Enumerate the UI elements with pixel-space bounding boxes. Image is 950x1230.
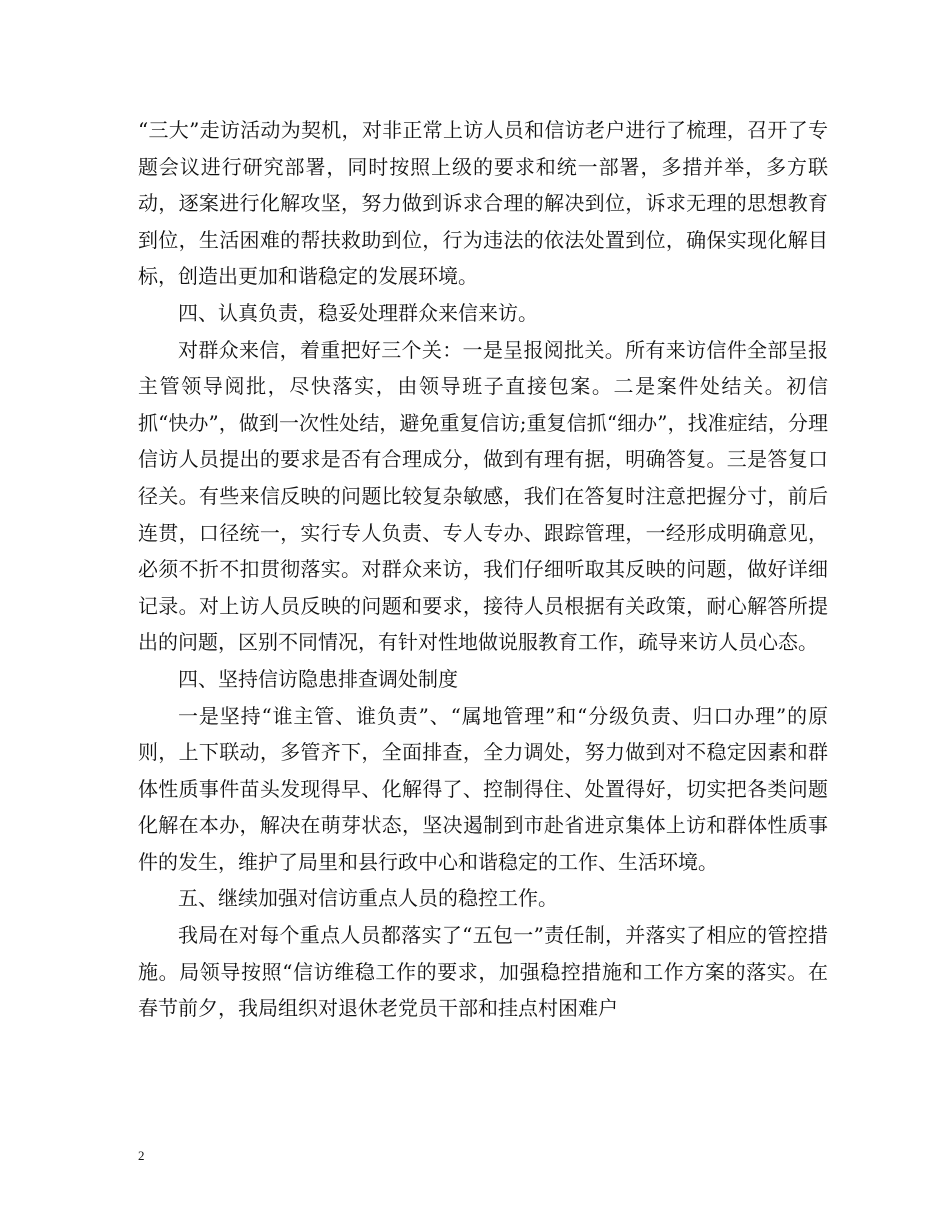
section-heading: 四、认真负责，稳妥处理群众来信来访。 (178, 300, 538, 325)
paragraph: “三大”走访活动为契机，对非正常上访人员和信访老户进行了梳理，召开了专题会议进行研究部署，同时按照上级的要求和统一部署，多措并举，多方联动，逐案进行化解攻坚，努力做到诉求合理的解决到位，诉求无理的思想教育到位，生活困难的帮扶救助到位，行为违法的依法处置到位，确保实现化解目标，创造出更加和谐稳定的发展环境。 (138, 118, 828, 289)
paragraph: 一是坚持“谁主管、谁负责”、“属地管理”和“分级负责、归口办理”的原则，上下联动，多管齐下，全面排查，全力调处，努力做到对不稳定因素和群体性质事件苗头发现得早、化解得了、控制得住、处置得好，切实把各类问题化解在本办，解决在萌芽状态，坚决遏制到市赴省进京集体上访和群体性质事件的发生，维护了局里和县行政中心和谐稳定的工作、生活环境。 (138, 703, 828, 874)
section-heading: 四、坚持信访隐患排查调处制度 (178, 666, 458, 691)
paragraph: 对群众来信，着重把好三个关：一是呈报阅批关。所有来访信件全部呈报主管领导阅批，尽快落实，由领导班子直接包案。二是案件处结关。初信抓“快办”，做到一次性处结，避免重复信访;重复信抓“细办”，找准症结，分理信访人员提出的要求是否有合理成分，做到有理有据，明确答复。三是答复口径关。有些来信反映的问题比较复杂敏感，我们在答复时注意把握分寸，前后连贯，口径统一，实行专人负责、专人专办、跟踪管理，一经形成明确意见，必须不折不扣贯彻落实。对群众来访，我们仔细听取其反映的问题，做好详细记录。对上访人员反映的问题和要求，接待人员根据有关政策，耐心解答所提出的问题，区别不同情况，有针对性地做说服教育工作，疏导来访人员心态。 (138, 337, 828, 655)
section-heading: 五、继续加强对信访重点人员的稳控工作。 (178, 886, 558, 911)
paragraph: 我局在对每个重点人员都落实了“五包一”责任制，并落实了相应的管控措施。局领导按照“信访维稳工作的要求，加强稳控措施和工作方案的落实。在春节前夕，我局组织对退休老党员干部和挂点村困难户 (138, 923, 828, 1021)
page-number: 2 (138, 1148, 145, 1163)
document-body (138, 112, 828, 1027)
